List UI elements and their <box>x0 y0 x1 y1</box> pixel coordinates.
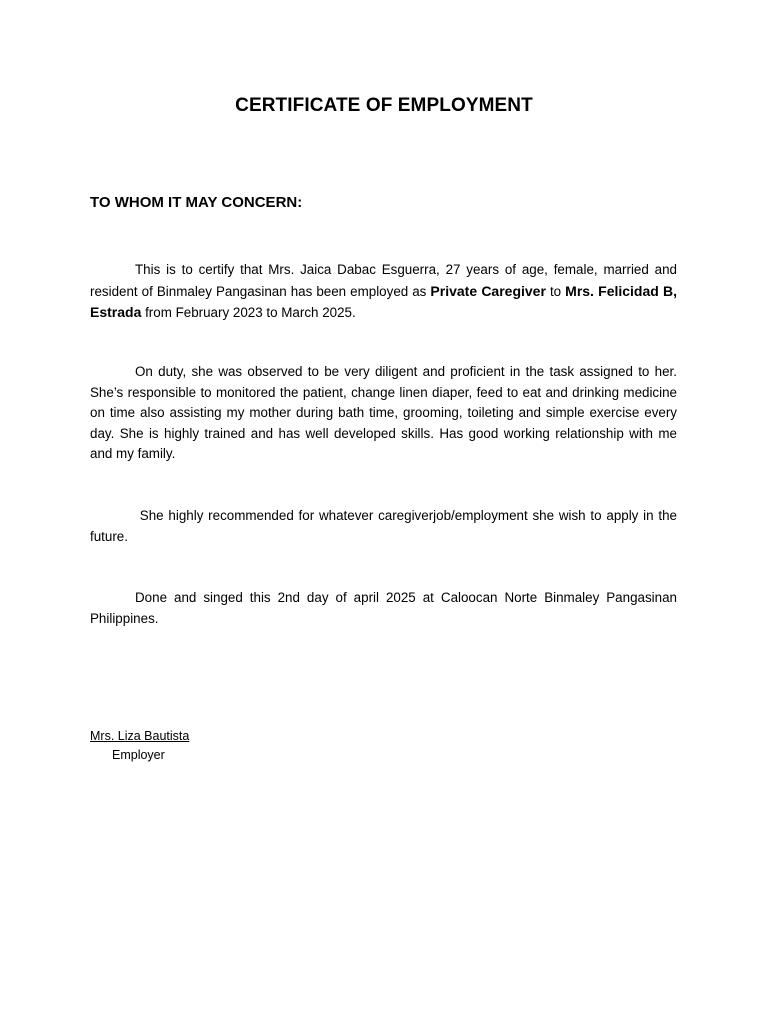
signatory-role: Employer <box>112 748 165 762</box>
certification-connector: to <box>545 283 566 299</box>
paragraph-recommendation <box>90 506 677 547</box>
recommendation-text: She highly recommended for whatever caregiverjob/employment she wish to apply in the future. <box>90 508 677 544</box>
employer-reference: Mrs. Felicidad B, Estrada <box>90 282 678 320</box>
signing-text: Done and singed this 2nd day of april 2025 at Caloocan Norte Binmaley Pangasinan Philippines. <box>90 590 677 626</box>
certification-lead: This is to certify that Mrs. Jaica Dabac Esguerra, 27 years of age, female, married and resident of Binmaley Pangasinan has been employed as <box>90 262 677 299</box>
position-title: Private Caregiver <box>430 282 546 299</box>
duties-text: On duty, she was observed to be very diligent and proficient in the task assigned to her. She’s responsible to monitored the patient, change linen diaper, feed to eat and drinking medicine on time also assisting my mother during bath time, grooming, toileting and simple exercise every day. She is highly trained and has well developed skills. Has good working relationship with me and my family. <box>90 364 677 461</box>
document-title: CERTIFICATE OF EMPLOYMENT <box>235 95 533 116</box>
salutation: TO WHOM IT MAY CONCERN: <box>90 194 303 211</box>
paragraph-signing <box>90 588 677 629</box>
certification-tail: from February 2023 to March 2025. <box>141 305 356 320</box>
paragraph-duties <box>90 362 677 465</box>
paragraph-certification <box>90 260 677 324</box>
signatory-name: Mrs. Liza Bautista <box>90 729 190 743</box>
